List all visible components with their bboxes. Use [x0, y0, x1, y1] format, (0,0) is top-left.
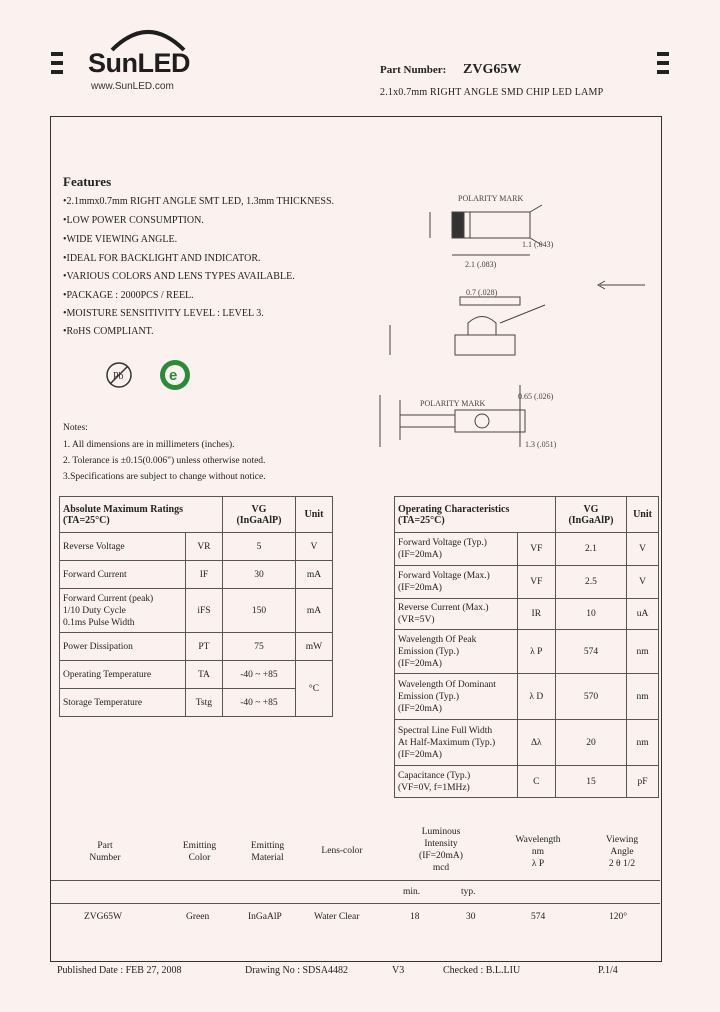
sel-header-part: Part Number [89, 841, 121, 863]
table-row: Wavelength Of Dominant Emission (Typ.) (IF=20mA) λ D 570 nm [395, 674, 659, 720]
op-char-title: Operating Characteristics (TA=25°C) [395, 497, 556, 533]
feature-item: •LOW POWER CONSUMPTION. [63, 215, 204, 226]
feature-item: •WIDE VIEWING ANGLE. [63, 234, 178, 245]
polarity-mark-label: POLARITY MARK [458, 194, 524, 203]
page-subtitle: 2.1x0.7mm RIGHT ANGLE SMD CHIP LED LAMP [380, 87, 604, 98]
rohs-e-label: e [169, 367, 178, 384]
dim-pad-label: 0.65 (.026) [518, 392, 554, 401]
dim-top-label: 2.1 (.083) [465, 260, 497, 269]
sel-sub-typ: typ. [461, 887, 476, 897]
dim-bottom-label: 1.3 (.051) [525, 440, 557, 449]
table-row: Reverse Current (Max.) (VR=5V) IR 10 uA [395, 599, 659, 630]
sel-typ: 30 [466, 912, 476, 922]
published-date: Published Date : FEB 27, 2008 [57, 965, 182, 976]
sel-header-wavelength: Wavelength nm λ P [515, 835, 561, 869]
abs-max-unit-header: Unit [295, 497, 332, 533]
feature-item: •VARIOUS COLORS AND LENS TYPES AVAILABLE. [63, 271, 295, 282]
dim-side-label: 0.7 (.028) [466, 288, 498, 297]
dim-width-label: 1.1 (.043) [522, 240, 554, 249]
note-item: 2. Tolerance is ±0.15(0.006") unless otherwise noted. [63, 456, 266, 466]
sel-header-viewing-angle: Viewing Angle 2 θ 1/2 [605, 835, 639, 869]
page-number: P.1/4 [598, 965, 618, 976]
note-item: 1. All dimensions are in millimeters (inches). [63, 440, 235, 450]
sel-viewing-angle: 120° [609, 912, 628, 922]
version: V3 [392, 965, 405, 976]
absolute-max-table [59, 496, 333, 717]
sel-material: InGaAlP [248, 912, 282, 922]
table-row: Capacitance (Typ.) (VF=0V, f=1MHz) C 15 pF [395, 766, 659, 798]
table-row: Power Dissipation PT 75 mW [60, 633, 333, 661]
table-row: Storage Temperature Tstg -40 ~ +85 [60, 689, 333, 717]
corner-bar [657, 52, 669, 56]
feature-item: •MOISTURE SENSITIVITY LEVEL : LEVEL 3. [63, 308, 264, 319]
corner-bar [51, 61, 63, 65]
divider [51, 880, 660, 881]
logo: SunLED [88, 48, 190, 78]
operating-characteristics-table [394, 496, 659, 798]
sel-header-intensity: Luminous Intensity (IF=20mA) mcd [419, 827, 463, 873]
abs-max-vg-header: VG (InGaAlP) [222, 497, 295, 533]
features-title: Features [63, 174, 112, 189]
sel-lens: Water Clear [314, 912, 360, 922]
op-char-vg-header: VG (InGaAlP) [555, 497, 626, 533]
feature-item: •IDEAL FOR BACKLIGHT AND INDICATOR. [63, 253, 261, 264]
note-item: 3.Specifications are subject to change without notice. [63, 472, 266, 482]
sel-color: Green [186, 912, 210, 922]
table-row: Operating Temperature TA -40 ~ +85 °C [60, 661, 333, 689]
sel-header-material: Emitting Material [250, 841, 285, 863]
sel-min: 18 [410, 912, 420, 922]
feature-item: •2.1mmx0.7mm RIGHT ANGLE SMT LED, 1.3mm THICKNESS. [63, 196, 335, 207]
table-row: Forward Voltage (Max.) (IF=20mA) VF 2.5 V [395, 566, 659, 599]
abs-max-title: Absolute Maximum Ratings (TA=25°C) [60, 497, 223, 533]
table-row: Forward Voltage (Typ.) (IF=20mA) VF 2.1 V [395, 533, 659, 566]
pb-free-icon [104, 360, 134, 390]
sel-part-number: ZVG65W [84, 912, 122, 922]
sel-wavelength: 574 [531, 912, 546, 922]
package-drawing [370, 185, 660, 460]
op-char-unit-header: Unit [627, 497, 659, 533]
table-row: Forward Current (peak) 1/10 Duty Cycle 0.1ms Pulse Width iFS 150 mA [60, 589, 333, 633]
sel-sub-min: min. [403, 887, 421, 897]
website-link[interactable]: www.SunLED.com [91, 81, 174, 92]
feature-item: •RoHS COMPLIANT. [63, 326, 154, 337]
polarity-mark-bottom-label: POLARITY MARK [420, 399, 486, 408]
corner-bar [51, 70, 63, 74]
drawing-number: Drawing No : SDSA4482 [245, 965, 349, 976]
feature-item: •PACKAGE : 2000PCS / REEL. [63, 290, 194, 301]
pb-label: Pb [113, 371, 124, 382]
corner-bar [657, 61, 669, 65]
part-number: ZVG65W [463, 62, 522, 77]
part-number-label: Part Number: [380, 64, 447, 76]
sel-header-lens: Lens-color [321, 846, 363, 856]
corner-bar [657, 70, 669, 74]
rohs-e-icon [158, 358, 192, 392]
table-row: Spectral Line Full Width At Half-Maximum (Typ.) (IF=20mA) Δλ 20 nm [395, 720, 659, 766]
corner-bar [51, 52, 63, 56]
table-row: Reverse Voltage VR 5 V [60, 533, 333, 561]
checked-by: Checked : B.L.LIU [443, 965, 521, 976]
table-row: Forward Current IF 30 mA [60, 561, 333, 589]
notes-title: Notes: [63, 423, 88, 433]
divider [51, 903, 660, 904]
sel-header-color: Emitting Color [182, 841, 217, 863]
table-row: Wavelength Of Peak Emission (Typ.) (IF=20mA) λ P 574 nm [395, 630, 659, 674]
